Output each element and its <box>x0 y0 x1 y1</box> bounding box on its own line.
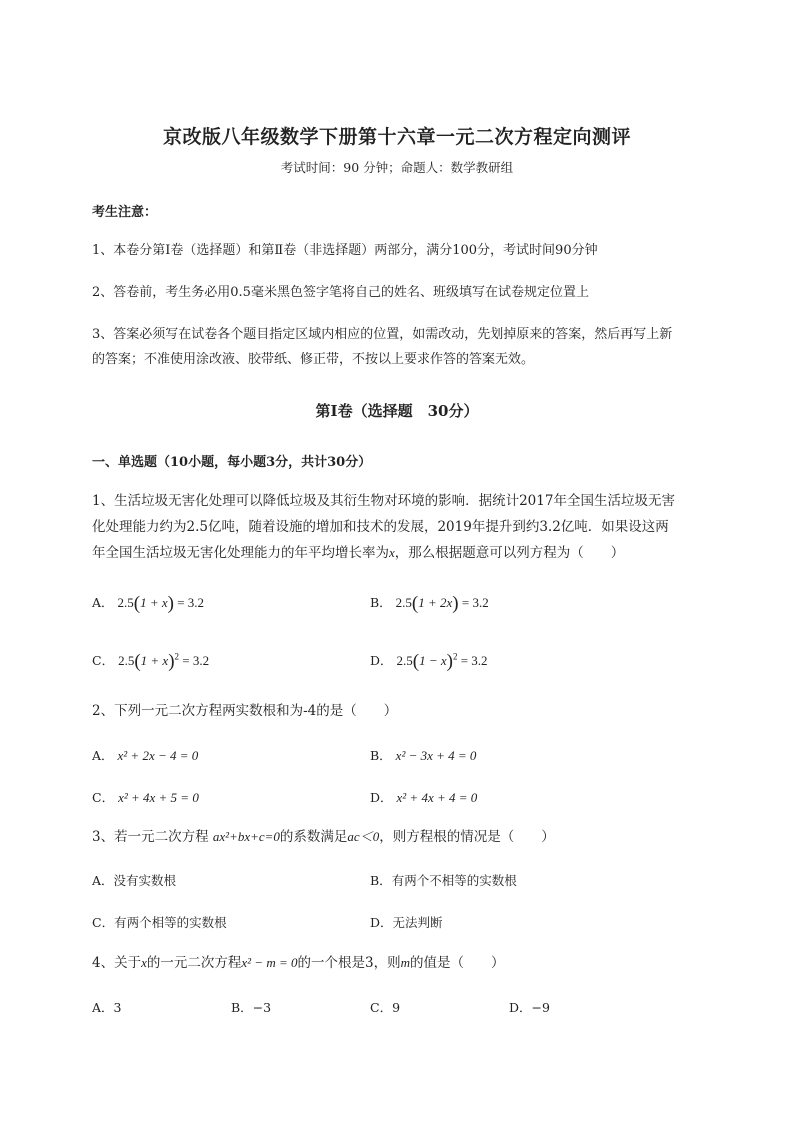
stem-text: ，那么根据题意可以列方程为（ ） <box>394 545 625 561</box>
option-d[interactable] <box>370 788 477 806</box>
option-equation: x² + 4x + 4 = 0 <box>396 790 478 805</box>
option-a[interactable] <box>92 593 204 615</box>
option-d[interactable] <box>509 998 550 1016</box>
stem-text: 3、若一元二次方程 <box>92 829 213 845</box>
option-c[interactable] <box>370 998 400 1016</box>
page-title: 京改版八年级数学下册第十六章一元二次方程定向测评 <box>162 126 631 148</box>
part-title: 一、单选题（10小题，每小题3分，共计30分） <box>92 455 372 470</box>
stem-text: 的值是（ ） <box>409 955 505 971</box>
option-equation: x² − 3x + 4 = 0 <box>395 748 477 763</box>
option-label: A． <box>92 1000 114 1015</box>
option-label: C． <box>92 653 115 668</box>
option-d[interactable] <box>370 651 488 673</box>
exam-info: 考试时间：90 分钟；命题人：数学教研组 <box>280 160 514 175</box>
stem-text: 的系数满足 <box>279 829 348 845</box>
option-b[interactable] <box>370 746 476 764</box>
stem-text: 的一元二次方程 <box>146 955 242 971</box>
option-label: D． <box>370 790 393 805</box>
option-a[interactable] <box>92 998 121 1016</box>
option-label: D． <box>509 1000 532 1015</box>
question-2-stem: 2、下列一元二次方程两实数根和为-4的是（ ） <box>92 703 398 719</box>
option-equation: $2.5(1 - x)^2 = 3.2$ <box>396 651 488 672</box>
notice-item: 2、答卷前，考生务必用0.5毫米黑色签字笔将自己的姓名、班级填写在试卷规定位置上 <box>92 285 589 300</box>
option-label: B． <box>231 1000 253 1015</box>
option-label: C． <box>370 1000 393 1015</box>
option-text: 有两个不相等的实数根 <box>391 873 517 888</box>
option-equation: 2.5(1 + x) = 3.2 <box>117 593 205 614</box>
notice-item: 的答案；不准使用涂改液、胶带纸、修正带，不按以上要求作答的答案无效。 <box>92 352 535 367</box>
stem-text: 年全国生活垃圾无害化处理能力的年平均增长率为 <box>92 545 389 561</box>
option-d[interactable] <box>370 913 443 931</box>
stem-condition: ac＜0 <box>347 829 380 844</box>
option-label: D． <box>370 653 393 668</box>
option-a[interactable] <box>92 871 176 889</box>
option-equation: 2.5(1 + 2x) = 3.2 <box>395 593 489 614</box>
option-c[interactable] <box>92 913 227 931</box>
option-b[interactable] <box>370 593 489 615</box>
option-a[interactable] <box>92 746 198 764</box>
option-text: 没有实数根 <box>113 873 177 888</box>
option-text: 9 <box>392 1000 401 1015</box>
variable: x <box>389 545 395 560</box>
option-label: C． <box>92 790 115 805</box>
option-equation: x² + 4x + 5 = 0 <box>118 790 199 805</box>
option-text: −9 <box>531 1000 550 1015</box>
section-title: 第Ⅰ卷（选择题 30分） <box>315 402 479 420</box>
option-b[interactable] <box>370 871 517 889</box>
option-text: 有两个相等的实数根 <box>114 915 227 930</box>
option-equation: $2.5(1 + x)^2 = 3.2$ <box>118 651 210 672</box>
option-label: B． <box>370 873 392 888</box>
stem-text: ，则方程根的情况是（ ） <box>379 829 555 845</box>
option-label: A． <box>92 595 114 610</box>
variable: m <box>400 955 410 970</box>
question-1-stem <box>92 488 704 566</box>
option-label: D． <box>370 915 393 930</box>
stem-text: 4、关于 <box>92 955 142 971</box>
variable: x <box>141 955 147 970</box>
option-text: 无法判断 <box>392 915 443 930</box>
option-label: B． <box>370 748 392 763</box>
stem-equation: x² − m = 0 <box>241 955 298 970</box>
notice-item: 3、答案必须写在试卷各个题目指定区域内相应的位置，如需改动，先划掉原来的答案，然后再写上新 <box>92 327 673 342</box>
option-label: A． <box>92 873 114 888</box>
option-label: B． <box>370 595 392 610</box>
option-b[interactable] <box>231 998 271 1016</box>
option-text: 3 <box>113 1000 122 1015</box>
option-label: C． <box>92 915 115 930</box>
stem-line: 1、生活垃圾无害化处理可以降低垃圾及其衍生物对环境的影响．据统计2017年全国生活垃圾无害 <box>92 493 675 509</box>
option-text: −3 <box>252 1000 272 1015</box>
question-3-stem <box>92 824 704 850</box>
stem-line <box>92 540 704 566</box>
option-equation: x² + 2x − 4 = 0 <box>117 748 199 763</box>
question-4-stem <box>92 950 704 976</box>
option-label: A． <box>92 748 114 763</box>
stem-equation: ax²+bx+c=0 <box>212 829 280 844</box>
option-c[interactable] <box>92 788 199 806</box>
stem-text: 的一个根是3，则 <box>297 955 401 971</box>
notice-item: 1、本卷分第Ⅰ卷（选择题）和第Ⅱ卷（非选择题）两部分，满分100分，考试时间90分钟 <box>92 243 598 258</box>
option-c[interactable] <box>92 651 209 673</box>
stem-line: 化处理能力约为2.5亿吨，随着设施的增加和技术的发展，2019年提升到约3.2亿吨．如果设这两 <box>92 519 669 535</box>
notice-heading: 考生注意： <box>92 205 158 220</box>
